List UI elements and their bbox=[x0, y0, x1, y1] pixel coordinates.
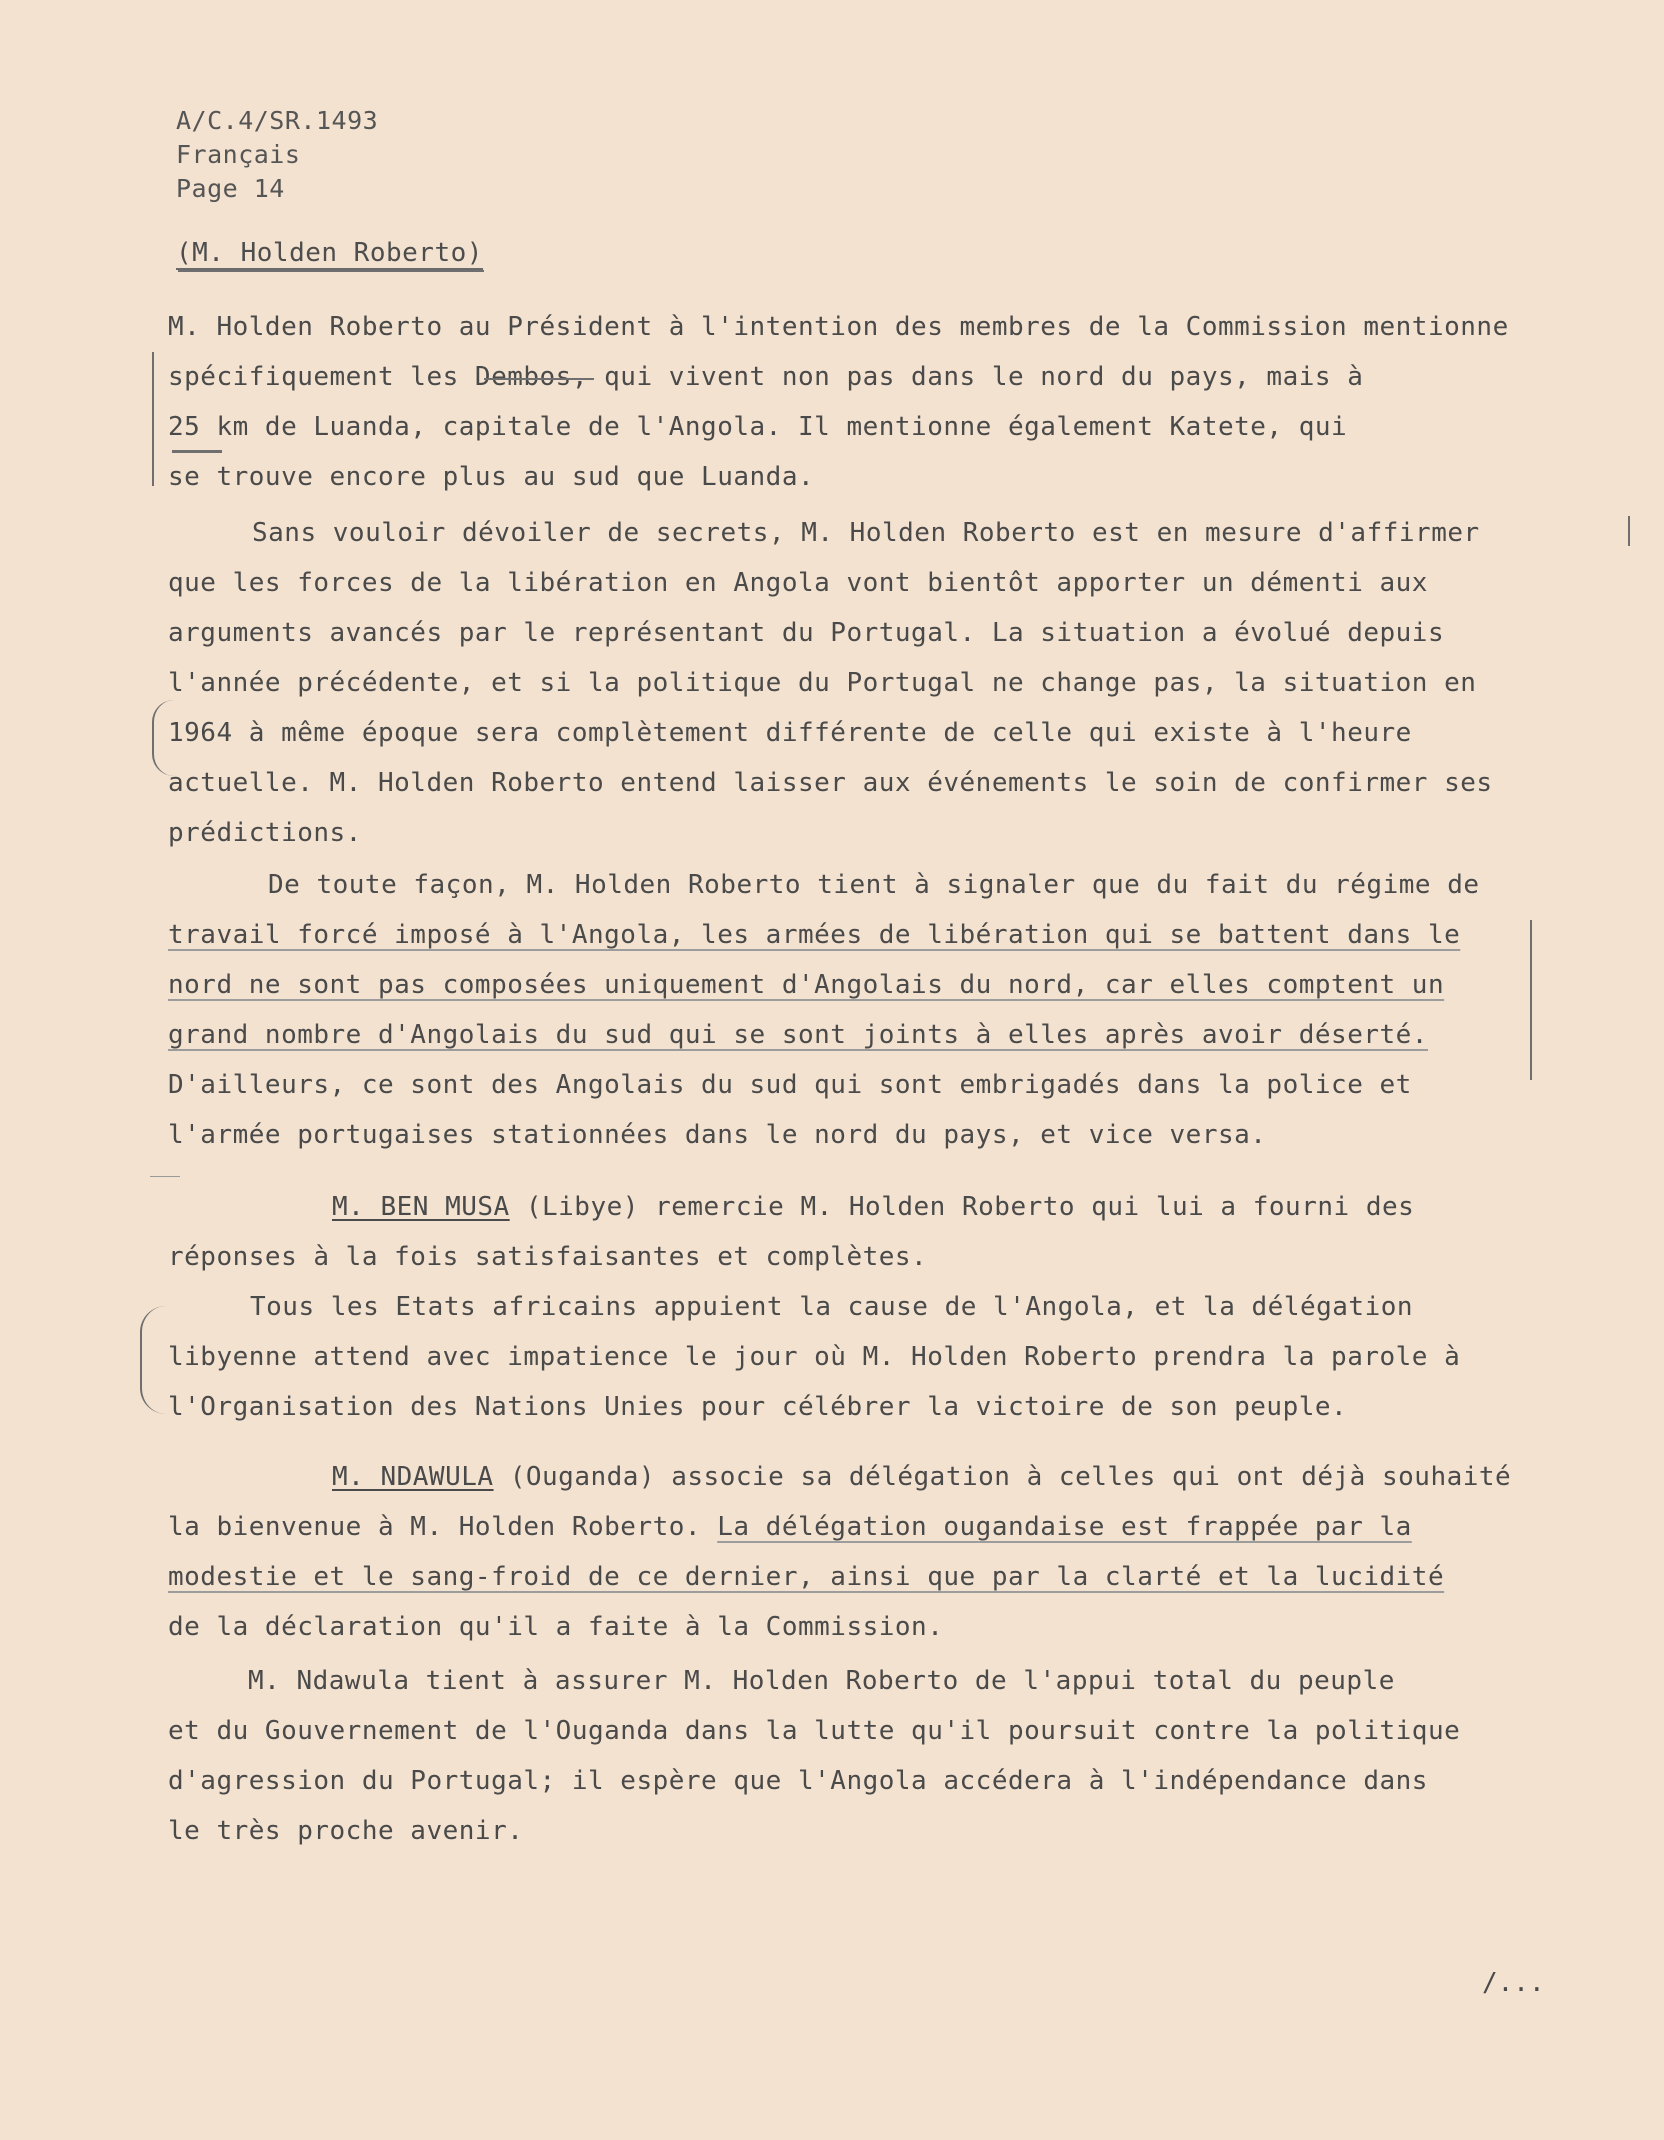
speaker-reference: (M. Holden Roberto) bbox=[176, 238, 483, 268]
speaker-ndawula: M. NDAWULA bbox=[332, 1462, 494, 1492]
margin-paren-mark bbox=[152, 700, 176, 776]
pen-underline-mark bbox=[484, 378, 594, 380]
paragraph-5: Tous les Etats africains appuient la cause de l'Angola, et la délégation libyenne attend avec impatience le jour où M. Holden Roberto prendra la parole à l'Organisation des Nations Unies pour célébrer la victoire de son peuple. bbox=[168, 1292, 1461, 1422]
continued-marker: /... bbox=[1482, 1968, 1545, 1998]
margin-paren-mark bbox=[140, 1306, 168, 1414]
margin-bracket-mark bbox=[152, 352, 162, 486]
paragraph-7: M. Ndawula tient à assurer M. Holden Roberto de l'appui total du peuple et du Gouvernement de l'Ouganda dans la lutte qu'il poursuit contre la politique d'agression du Portugal; il espère que l'Angola accédera à l'indépendance dans le très proche avenir. bbox=[168, 1666, 1461, 1846]
separator-rule bbox=[150, 1176, 180, 1177]
paragraph-2: Sans vouloir dévoiler de secrets, M. Holden Roberto est en mesure d'affirmer que les forces de la libération en Angola vont bientôt apporter un démenti aux arguments avancés par le représentant du Portugal. La situation a évolué depuis l'année précédente, et si la politique du Portugal ne change pas, la situation en 1964 à même époque sera complètement différente de celle qui existe à l'heure actuelle. M. Holden Roberto entend laisser aux événements le soin de confirmer ses prédictions. bbox=[168, 518, 1493, 848]
paragraph-3: De toute façon, M. Holden Roberto tient à signaler que du fait du régime de travail forcé imposé à l'Angola, les armées de libération qui se battent dans le nord ne sont pas composées uniquement d'Angolais du nord, car elles comptent un grand nombre d'Angolais du sud qui se sont joints à elles après avoir déserté. D'ailleurs, ce sont des Angolais du sud qui sont embrigadés dans la police et l'armée portugaises stationnées dans le nord du pays, et vice versa. bbox=[168, 870, 1480, 1150]
margin-bracket-mark bbox=[1524, 920, 1532, 1080]
paragraph-4: M. BEN MUSA (Libye) remercie M. Holden Roberto qui lui a fourni des réponses à la fois satisfaisantes et complètes. bbox=[168, 1192, 1415, 1272]
document-language: Français bbox=[176, 140, 301, 169]
page-number: Page 14 bbox=[176, 174, 285, 203]
paragraph-1: M. Holden Roberto au Président à l'intention des membres de la Commission mentionne spécifiquement les Dembos, qui vivent non pas dans le nord du pays, mais à 25 km de Luanda, capitale de l'Angola. Il mentionne également Katete, qui se trouve encore plus au sud que Luanda. bbox=[168, 312, 1509, 492]
speaker-ben-musa: M. BEN MUSA bbox=[332, 1192, 510, 1222]
pen-underline-mark bbox=[172, 450, 222, 453]
margin-tick-mark bbox=[1628, 516, 1630, 546]
document-header bbox=[176, 104, 378, 206]
document-symbol: A/C.4/SR.1493 bbox=[176, 106, 379, 135]
pen-underline-mark bbox=[178, 270, 484, 272]
paragraph-6: M. NDAWULA (Ouganda) associe sa délégation à celles qui ont déjà souhaité la bienvenue à M. Holden Roberto. La délégation ougandaise est frappée par la modestie et le sang-froid de ce dernier, ainsi que par la clarté et la lucidité de la déclaration qu'il a faite à la Commission. bbox=[168, 1462, 1512, 1642]
